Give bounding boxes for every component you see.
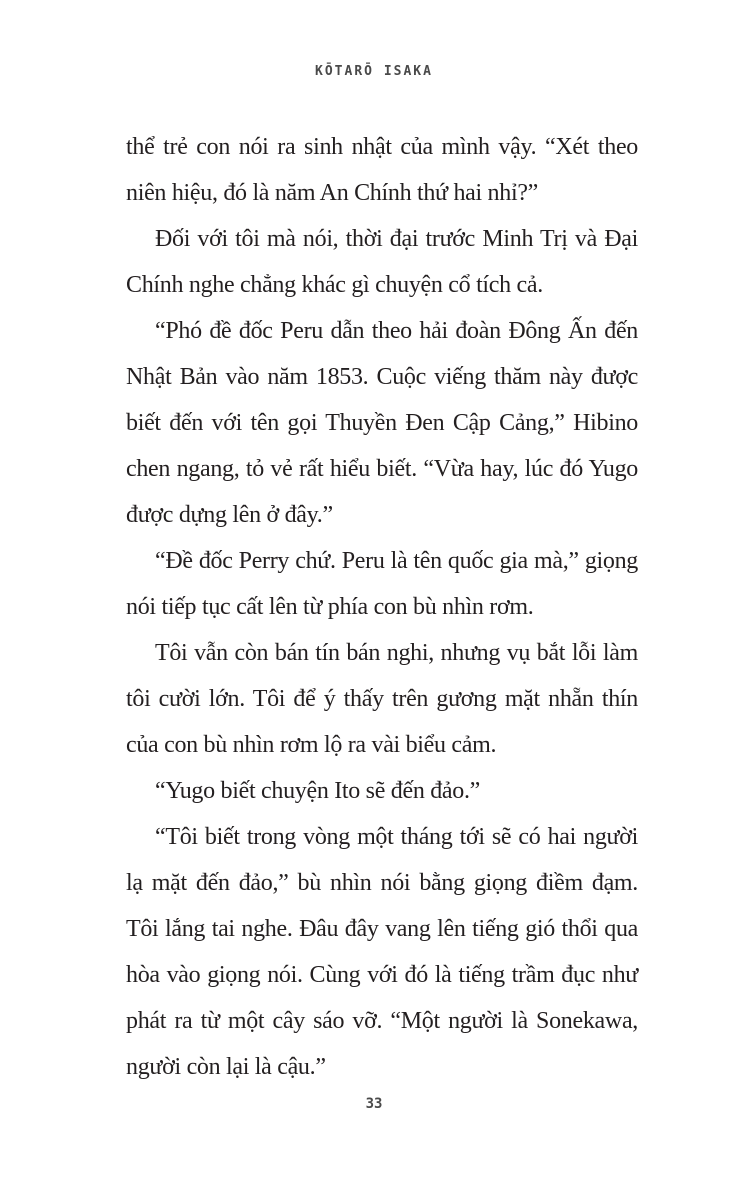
text-line: được dựng lên ở đây.” [126,502,333,528]
text-line: phát ra từ một cây sáo vỡ. “Một người là Sonekawa, [126,1008,638,1034]
text-line: hòa vào giọng nói. Cùng với đó là tiếng trầm đục như [126,962,638,988]
text-line: biết đến với tên gọi Thuyền Đen Cập Cảng,” Hibino [126,410,638,436]
paragraph [126,538,638,630]
text-line: Tôi lắng tai nghe. Đâu đây vang lên tiếng gió thổi qua [126,916,638,942]
text-line: Đối với tôi mà nói, thời đại trước Minh Trị và Đại [155,226,638,252]
page-number: 33 [365,1096,383,1112]
paragraph [126,814,638,1090]
body-text [126,124,638,1090]
text-line: Tôi vẫn còn bán tín bán nghi, nhưng vụ bắt lỗi làm [155,640,638,666]
running-header-author: KŌTARŌ ISAKA [315,64,433,79]
text-line: nói tiếp tục cất lên từ phía con bù nhìn rơm. [126,594,534,620]
text-line: “Đề đốc Perry chứ. Peru là tên quốc gia mà,” giọng [155,548,638,574]
text-line: tôi cười lớn. Tôi để ý thấy trên gương mặt nhẵn thín [126,686,638,712]
text-line: lạ mặt đến đảo,” bù nhìn nói bằng giọng điềm đạm. [126,870,638,896]
text-line: “Yugo biết chuyện Ito sẽ đến đảo.” [155,778,481,804]
text-line: của con bù nhìn rơm lộ ra vài biểu cảm. [126,732,497,758]
text-line: niên hiệu, đó là năm An Chính thứ hai nhỉ?” [126,180,539,206]
paragraph [126,768,638,814]
text-line: chen ngang, tỏ vẻ rất hiểu biết. “Vừa hay, lúc đó Yugo [126,456,638,482]
text-line: người còn lại là cậu.” [126,1054,326,1080]
paragraph [126,308,638,538]
paragraph [126,124,638,216]
text-line: Chính nghe chẳng khác gì chuyện cổ tích cả. [126,272,543,298]
paragraph [126,630,638,768]
paragraph [126,216,638,308]
text-line: “Tôi biết trong vòng một tháng tới sẽ có hai người [155,824,638,850]
text-line: Nhật Bản vào năm 1853. Cuộc viếng thăm này được [126,364,638,390]
text-line: thể trẻ con nói ra sinh nhật của mình vậy. “Xét theo [126,134,638,160]
text-line: “Phó đề đốc Peru dẫn theo hải đoàn Đông Ấn đến [155,318,638,344]
